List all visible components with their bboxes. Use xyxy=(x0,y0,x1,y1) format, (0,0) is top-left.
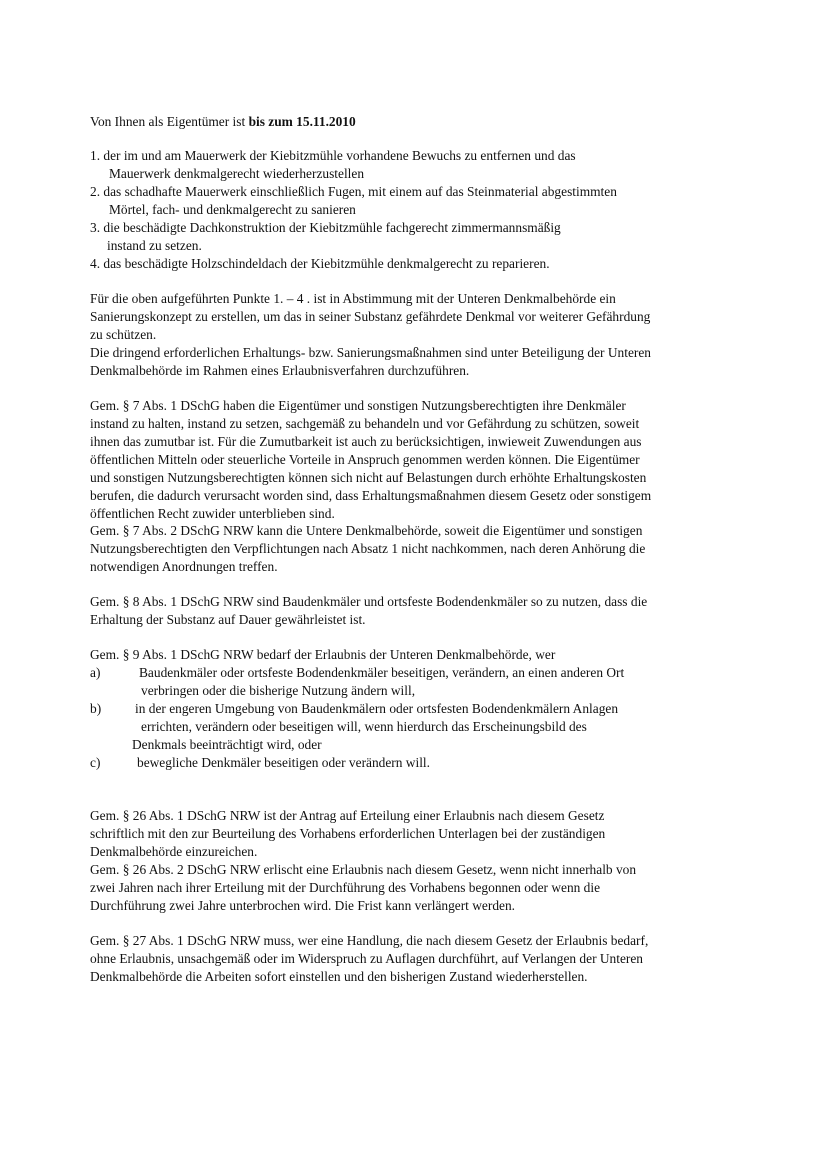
para1-line: Sanierungskonzept zu erstellen, um das in seiner Substanz gefährdete Denkmal vor weiterer Gefährdung xyxy=(90,309,651,324)
para2-line: Gem. § 7 Abs. 1 DSchG haben die Eigentümer und sonstigen Nutzungsberechtigten ihre Denkmäler xyxy=(90,398,626,413)
para5-line: Denkmalbehörde einzureichen. xyxy=(90,844,258,859)
para2-line: ihnen das zumutbar ist. Für die Zumutbarkeit ist auch zu berücksichtigen, inwieweit Zuwendungen aus xyxy=(90,434,642,449)
list-item-1-cont: Mauerwerk denkmalgerecht wiederherzustellen xyxy=(109,166,365,181)
para6-line: ohne Erlaubnis, unsachgemäß oder im Widerspruch zu Auflagen durchführt, auf Verlangen der Unteren xyxy=(90,951,644,966)
intro-text: Von Ihnen als Eigentümer ist xyxy=(90,114,249,129)
list-item-1: 1. der im und am Mauerwerk der Kiebitzmühle vorhandene Bewuchs zu entfernen und das xyxy=(90,148,576,163)
list-item-4: 4. das beschädigte Holzschindeldach der Kiebitzmühle denkmalgerecht zu reparieren. xyxy=(90,256,550,271)
para1-line: Für die oben aufgeführten Punkte 1. – 4 . ist in Abstimmung mit der Unteren Denkmalbehörde ein xyxy=(90,291,616,306)
para5-line: zwei Jahren nach ihrer Erteilung mit der Durchführung des Vorhabens begonnen oder wenn die xyxy=(90,880,601,895)
para6-line: Denkmalbehörde die Arbeiten sofort einstellen und den bisherigen Zustand wiederherstellen. xyxy=(90,969,588,984)
para2-line: berufen, die dadurch verursacht worden sind, dass Erhaltungsmaßnahmen diesem Gesetz oder sonstigem xyxy=(90,488,652,503)
para2-line: und sonstigen Nutzungsberechtigten können sich nicht auf Belastungen durch erhöhte Erhaltungskosten xyxy=(90,470,647,485)
para2-line: öffentlichen Mitteln oder steuerliche Vorteile in Anspruch genommen werden können. Die Eigentümer xyxy=(90,452,640,467)
item-b-line: Denkmals beeinträchtigt wird, oder xyxy=(132,737,322,752)
item-a-line: Baudenkmäler oder ortsfeste Bodendenkmäler beseitigen, verändern, an einen anderen Ort xyxy=(139,665,625,680)
para2-line: notwendigen Anordnungen treffen. xyxy=(90,559,278,574)
deadline: bis zum 15.11.2010 xyxy=(248,114,356,129)
list-label-a: a) xyxy=(90,665,101,680)
para2-line: Gem. § 7 Abs. 2 DSchG NRW kann die Untere Denkmalbehörde, soweit die Eigentümer und sonstigen xyxy=(90,523,643,538)
item-b-line: in der engeren Umgebung von Baudenkmälern oder ortsfesten Bodendenkmälern Anlagen xyxy=(135,701,619,716)
para1-line: zu schützen. xyxy=(90,327,157,342)
list-item-2-cont: Mörtel, fach- und denkmalgerecht zu sanieren xyxy=(109,202,356,217)
para1-line: Denkmalbehörde im Rahmen eines Erlaubnisverfahren durchzuführen. xyxy=(90,363,470,378)
item-c-line: bewegliche Denkmäler beseitigen oder verändern will. xyxy=(137,755,430,770)
list-label-b: b) xyxy=(90,701,102,716)
para1-line: Die dringend erforderlichen Erhaltungs- bzw. Sanierungsmaßnahmen sind unter Beteiligung der Unteren xyxy=(90,345,651,360)
intro-line xyxy=(90,113,356,131)
para6-line: Gem. § 27 Abs. 1 DSchG NRW muss, wer eine Handlung, die nach diesem Gesetz der Erlaubnis bedarf, xyxy=(90,933,649,948)
list-label-c: c) xyxy=(90,755,101,770)
list-item-3: 3. die beschädigte Dachkonstruktion der Kiebitzmühle fachgerecht zimmermannsmäßig xyxy=(90,220,561,235)
para2-line: öffentlichen Recht zuwider unterblieben sind. xyxy=(90,506,335,521)
para3-line: Gem. § 8 Abs. 1 DSchG NRW sind Baudenkmäler und ortsfeste Bodendenkmäler so zu nutzen, dass die xyxy=(90,594,648,609)
para5-line: Gem. § 26 Abs. 1 DSchG NRW ist der Antrag auf Erteilung einer Erlaubnis nach diesem Gesetz xyxy=(90,808,605,823)
para3-line: Erhaltung der Substanz auf Dauer gewährleistet ist. xyxy=(90,612,366,627)
para2-line: Nutzungsberechtigten den Verpflichtungen nach Absatz 1 nicht nachkommen, nach deren Anhörung die xyxy=(90,541,646,556)
para5-line: Gem. § 26 Abs. 2 DSchG NRW erlischt eine Erlaubnis nach diesem Gesetz, wenn nicht innerhalb von xyxy=(90,862,637,877)
list-item-3-cont: instand zu setzen. xyxy=(107,238,202,253)
para2-line: instand zu halten, instand zu setzen, sachgemäß zu behandeln und vor Gefährdung zu schützen, soweit xyxy=(90,416,640,431)
para5-line: schriftlich mit den zur Beurteilung des Vorhabens erforderlichen Unterlagen bei der zuständigen xyxy=(90,826,606,841)
para4-head: Gem. § 9 Abs. 1 DSchG NRW bedarf der Erlaubnis der Unteren Denkmalbehörde, wer xyxy=(90,647,556,662)
item-b-line: errichten, verändern oder beseitigen will, wenn hierdurch das Erscheinungsbild des xyxy=(141,719,587,734)
list-item-2: 2. das schadhafte Mauerwerk einschließlich Fugen, mit einem auf das Steinmaterial abgestimmten xyxy=(90,184,617,199)
para5-line: Durchführung zwei Jahre unterbrochen wird. Die Frist kann verlängert werden. xyxy=(90,898,516,913)
item-a-line: verbringen oder die bisherige Nutzung ändern will, xyxy=(141,683,416,698)
